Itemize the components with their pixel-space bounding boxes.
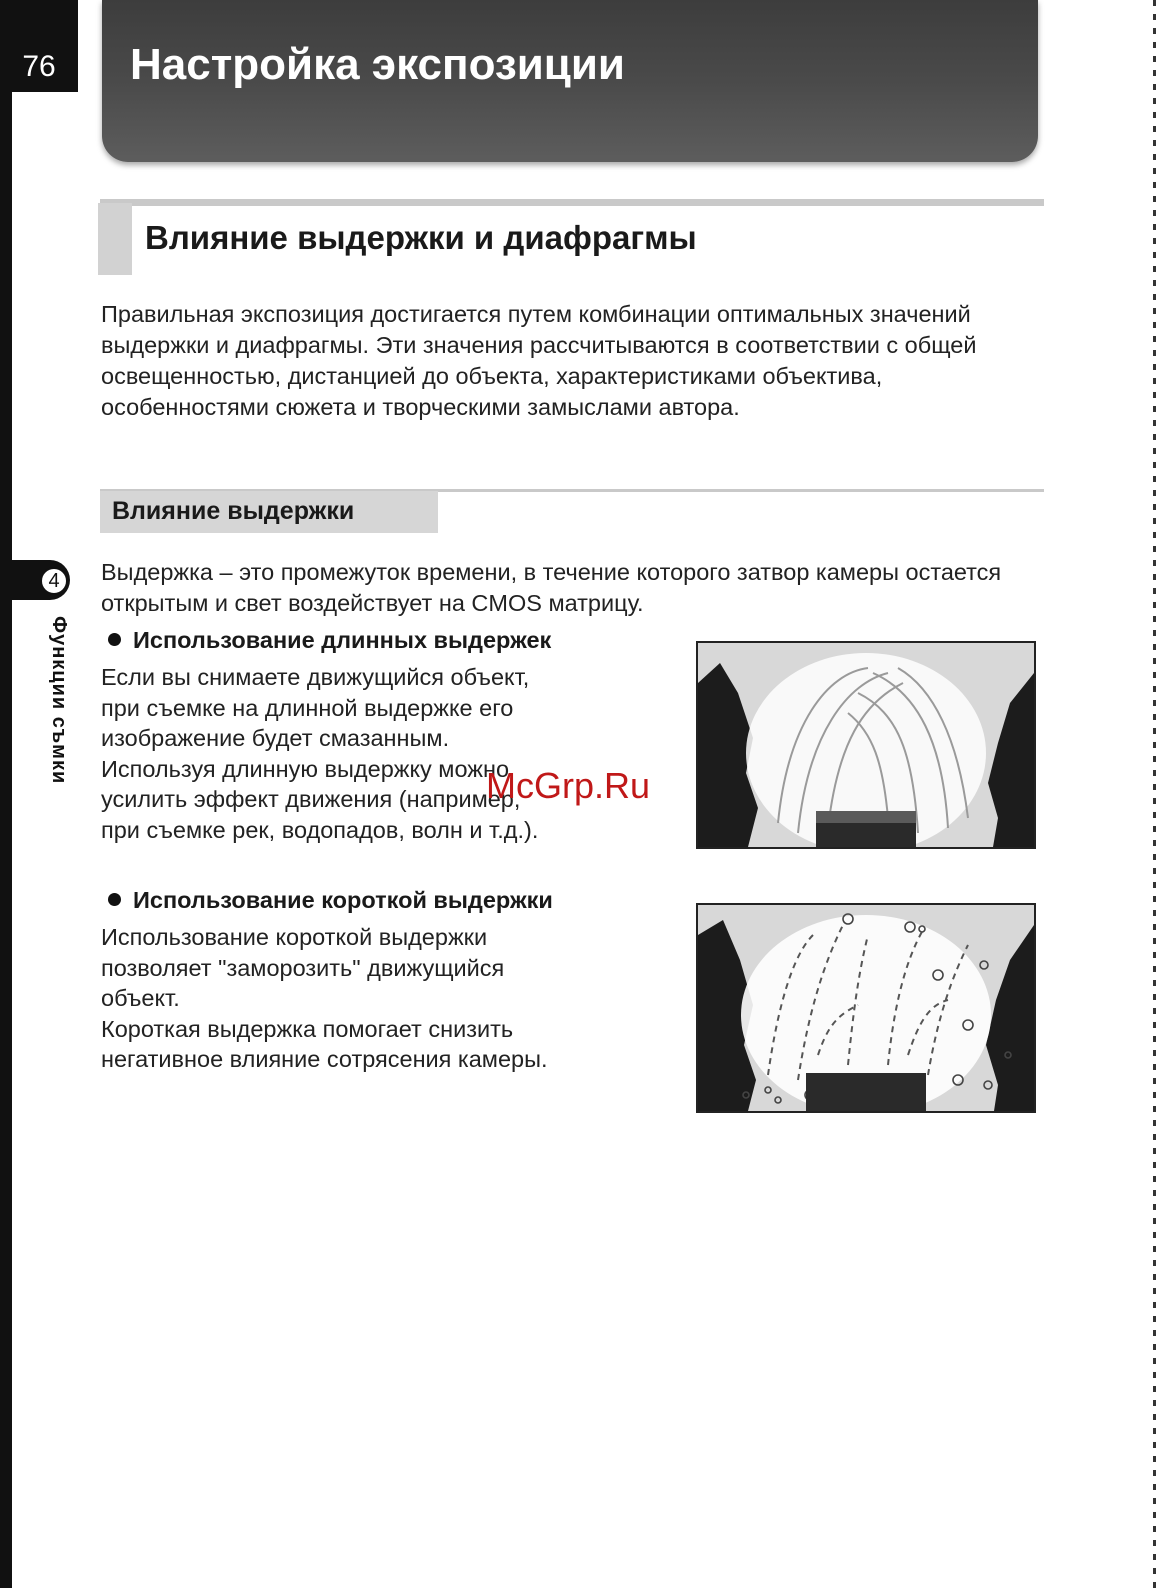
short-exposure-heading-text: Использование короткой выдержки	[133, 887, 553, 913]
long-exposure-heading	[108, 627, 551, 654]
page-title: Настройка экспозиции	[130, 40, 625, 89]
text-line: Используя длинную выдержку можно	[101, 755, 510, 782]
long-exposure-text	[101, 662, 661, 845]
short-exposure-text	[101, 922, 661, 1075]
text-line: позволяет "заморозить" движущийся	[101, 954, 505, 981]
section-rule	[100, 199, 1044, 206]
text-line: усилить эффект движения (например,	[101, 786, 521, 812]
subsection-description: Выдержка – это промежуток времени, в течение которого затвор камеры остается открытым и свет воздействует на CMOS матрицу.	[101, 559, 1002, 616]
section-marker	[98, 203, 132, 275]
bullet-icon	[108, 633, 121, 646]
text-line: Короткая выдержка помогает снизить	[101, 1015, 514, 1042]
short-exposure-heading	[108, 887, 553, 914]
intro-paragraph: Правильная экспозиция достигается путем комбинации оптимальных значений выдержки и диафрагмы. Эти значения рассчитываются в соответствии с общей освещенностью, дистанцией до объекта, характеристиками объектива, особенностями сюжета и творческими замыслами автора.	[101, 301, 977, 420]
text-line: негативное влияние сотрясения камеры.	[101, 1046, 548, 1072]
section-heading: Влияние выдержки и диафрагмы	[145, 219, 697, 256]
text-line: Если вы снимаете движущийся объект,	[101, 664, 530, 690]
blurred-fountain-illustration	[696, 641, 1036, 849]
subsection-heading: Влияние выдержки	[112, 497, 355, 525]
chapter-label: Функции съмки	[48, 616, 70, 785]
side-bar-lower	[0, 562, 12, 1588]
text-line: объект.	[101, 985, 180, 1011]
text-line: изображение будет смазанным.	[101, 725, 450, 751]
bullet-icon	[108, 893, 121, 906]
side-bar	[0, 92, 12, 562]
watermark: McGrp.Ru	[486, 765, 651, 806]
text-line: Использование короткой выдержки	[101, 924, 488, 950]
page-number: 76	[22, 50, 56, 83]
long-exposure-heading-text: Использование длинных выдержек	[133, 627, 552, 653]
chapter-number: 4	[40, 567, 68, 595]
text-line: при съемке на длинной выдержке его	[101, 694, 514, 721]
frozen-fountain-illustration	[696, 903, 1036, 1113]
text-line: при съемке рек, водопадов, волн и т.д.).	[101, 816, 539, 843]
